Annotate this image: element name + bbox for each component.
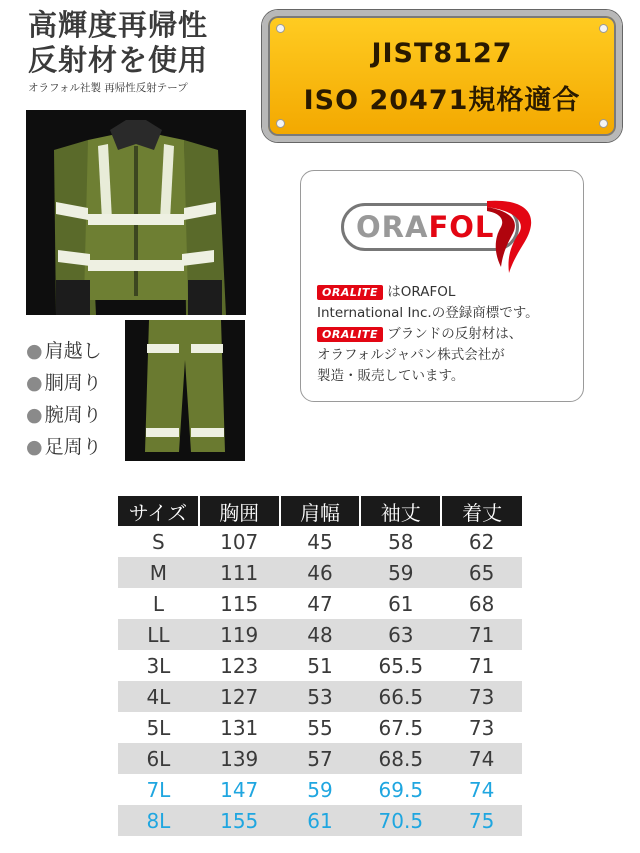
- cell-sleeve: 69.5: [378, 777, 424, 802]
- cell-sleeve: 70.5: [360, 805, 441, 836]
- feature-item: [26, 367, 102, 399]
- orafol-swoosh-icon: [481, 197, 535, 275]
- cell-length: 73: [468, 715, 495, 740]
- cell-sleeve: 58: [388, 529, 414, 554]
- cell-size: S: [152, 529, 165, 554]
- table-row: [118, 743, 522, 774]
- cell-shoulder: 51: [307, 653, 333, 678]
- orafol-description: [317, 282, 579, 387]
- headline-subtitle: オラフォル社製 再帰性反射テープ: [28, 82, 188, 94]
- feature-label: 腕周り: [44, 404, 102, 426]
- cell-sleeve: 59: [360, 557, 441, 588]
- orafol-logo-part1: ORA: [356, 210, 429, 244]
- cell-size: 8L: [118, 805, 199, 836]
- cell-sleeve: 63: [360, 619, 441, 650]
- cell-length: 74: [468, 777, 495, 802]
- standard-badge-line1: JIST8127: [371, 38, 513, 69]
- cell-chest: 155: [199, 805, 280, 836]
- column-header-size: サイズ: [118, 496, 199, 526]
- feature-item: [26, 399, 102, 431]
- cell-chest: 123: [220, 653, 259, 678]
- headline-line1: 高輝度再帰性: [28, 8, 209, 42]
- cell-length: 74: [441, 743, 522, 774]
- table-row: [118, 650, 522, 681]
- feature-item: [26, 431, 102, 463]
- cell-chest: 107: [220, 529, 259, 554]
- rivet-icon: [599, 119, 608, 128]
- cell-sleeve: 61: [388, 591, 414, 616]
- table-row: [118, 588, 522, 619]
- cell-length: 65: [441, 557, 522, 588]
- rivet-icon: [599, 24, 608, 33]
- cell-size: 7L: [146, 777, 171, 802]
- oralite-brand-tag: ORALITE: [317, 327, 383, 342]
- orafol-text-line1: はORAFOL: [387, 284, 456, 300]
- cell-chest: 119: [199, 619, 280, 650]
- cell-length: 71: [468, 653, 495, 678]
- cell-sleeve: 67.5: [378, 715, 424, 740]
- cell-chest: 131: [220, 715, 259, 740]
- orafol-logo: [341, 197, 541, 277]
- cell-length: 71: [441, 619, 522, 650]
- standard-badge-line2: ISO 20471規格適合: [303, 85, 581, 116]
- cell-size: LL: [118, 619, 199, 650]
- table-row: [118, 619, 522, 650]
- table-row: [118, 805, 522, 836]
- headline-line2: 反射材を使用: [28, 43, 209, 77]
- cell-shoulder: 45: [307, 529, 333, 554]
- cell-size: 6L: [118, 743, 199, 774]
- feature-label: 肩越し: [44, 340, 102, 362]
- cell-length: 62: [468, 529, 495, 554]
- table-header-row: [118, 496, 522, 526]
- column-header-length: 着丈: [441, 496, 522, 526]
- cell-shoulder: 46: [280, 557, 361, 588]
- cell-shoulder: 55: [307, 715, 333, 740]
- standard-badge: [262, 10, 622, 142]
- table-row: [118, 774, 522, 805]
- jacket-photo: [26, 110, 246, 315]
- column-header-sleeve: 袖丈: [360, 496, 441, 526]
- orafol-text-line3: ブランドの反射材は、: [387, 326, 523, 342]
- orafol-info-box: [300, 170, 584, 402]
- cell-size: 5L: [146, 715, 171, 740]
- cell-length: 75: [441, 805, 522, 836]
- bullet-icon: ●: [26, 340, 43, 362]
- cell-size: 3L: [146, 653, 171, 678]
- bullet-icon: ●: [26, 372, 43, 394]
- feature-label: 足周り: [44, 436, 102, 458]
- cell-length: 73: [441, 681, 522, 712]
- pants-photo: [125, 320, 245, 461]
- table-row: [118, 712, 522, 743]
- cell-shoulder: 53: [280, 681, 361, 712]
- bullet-icon: ●: [26, 404, 43, 426]
- cell-chest: 115: [220, 591, 259, 616]
- rivet-icon: [276, 24, 285, 33]
- orafol-text-line4: オラフォルジャパン株式会社が: [317, 347, 505, 363]
- cell-shoulder: 59: [307, 777, 333, 802]
- cell-sleeve: 66.5: [360, 681, 441, 712]
- cell-chest: 127: [199, 681, 280, 712]
- orafol-text-line5: 製造・販売しています。: [317, 368, 465, 384]
- cell-sleeve: 68.5: [360, 743, 441, 774]
- cell-size: 4L: [118, 681, 199, 712]
- feature-item: [26, 335, 102, 367]
- cell-chest: 111: [199, 557, 280, 588]
- cell-size: M: [118, 557, 199, 588]
- orafol-logo-part2: FOL: [428, 210, 495, 244]
- cell-chest: 147: [220, 777, 259, 802]
- cell-sleeve: 65.5: [378, 653, 424, 678]
- cell-size: L: [152, 591, 164, 616]
- table-row: [118, 526, 522, 557]
- orafol-text-line2: International Inc.の登録商標です。: [317, 305, 539, 321]
- headline: [28, 8, 258, 95]
- cell-length: 68: [468, 591, 495, 616]
- cell-shoulder: 57: [280, 743, 361, 774]
- cell-shoulder: 48: [280, 619, 361, 650]
- bullet-icon: ●: [26, 436, 43, 458]
- table-row: [118, 681, 522, 712]
- rivet-icon: [276, 119, 285, 128]
- table-row: [118, 557, 522, 588]
- reflective-feature-list: [26, 335, 102, 463]
- cell-chest: 139: [199, 743, 280, 774]
- cell-shoulder: 47: [307, 591, 333, 616]
- column-header-shoulder: 肩幅: [280, 496, 361, 526]
- cell-shoulder: 61: [280, 805, 361, 836]
- size-table: [118, 496, 522, 836]
- feature-label: 胴周り: [44, 372, 102, 394]
- column-header-chest: 胸囲: [199, 496, 280, 526]
- oralite-brand-tag: ORALITE: [317, 285, 383, 300]
